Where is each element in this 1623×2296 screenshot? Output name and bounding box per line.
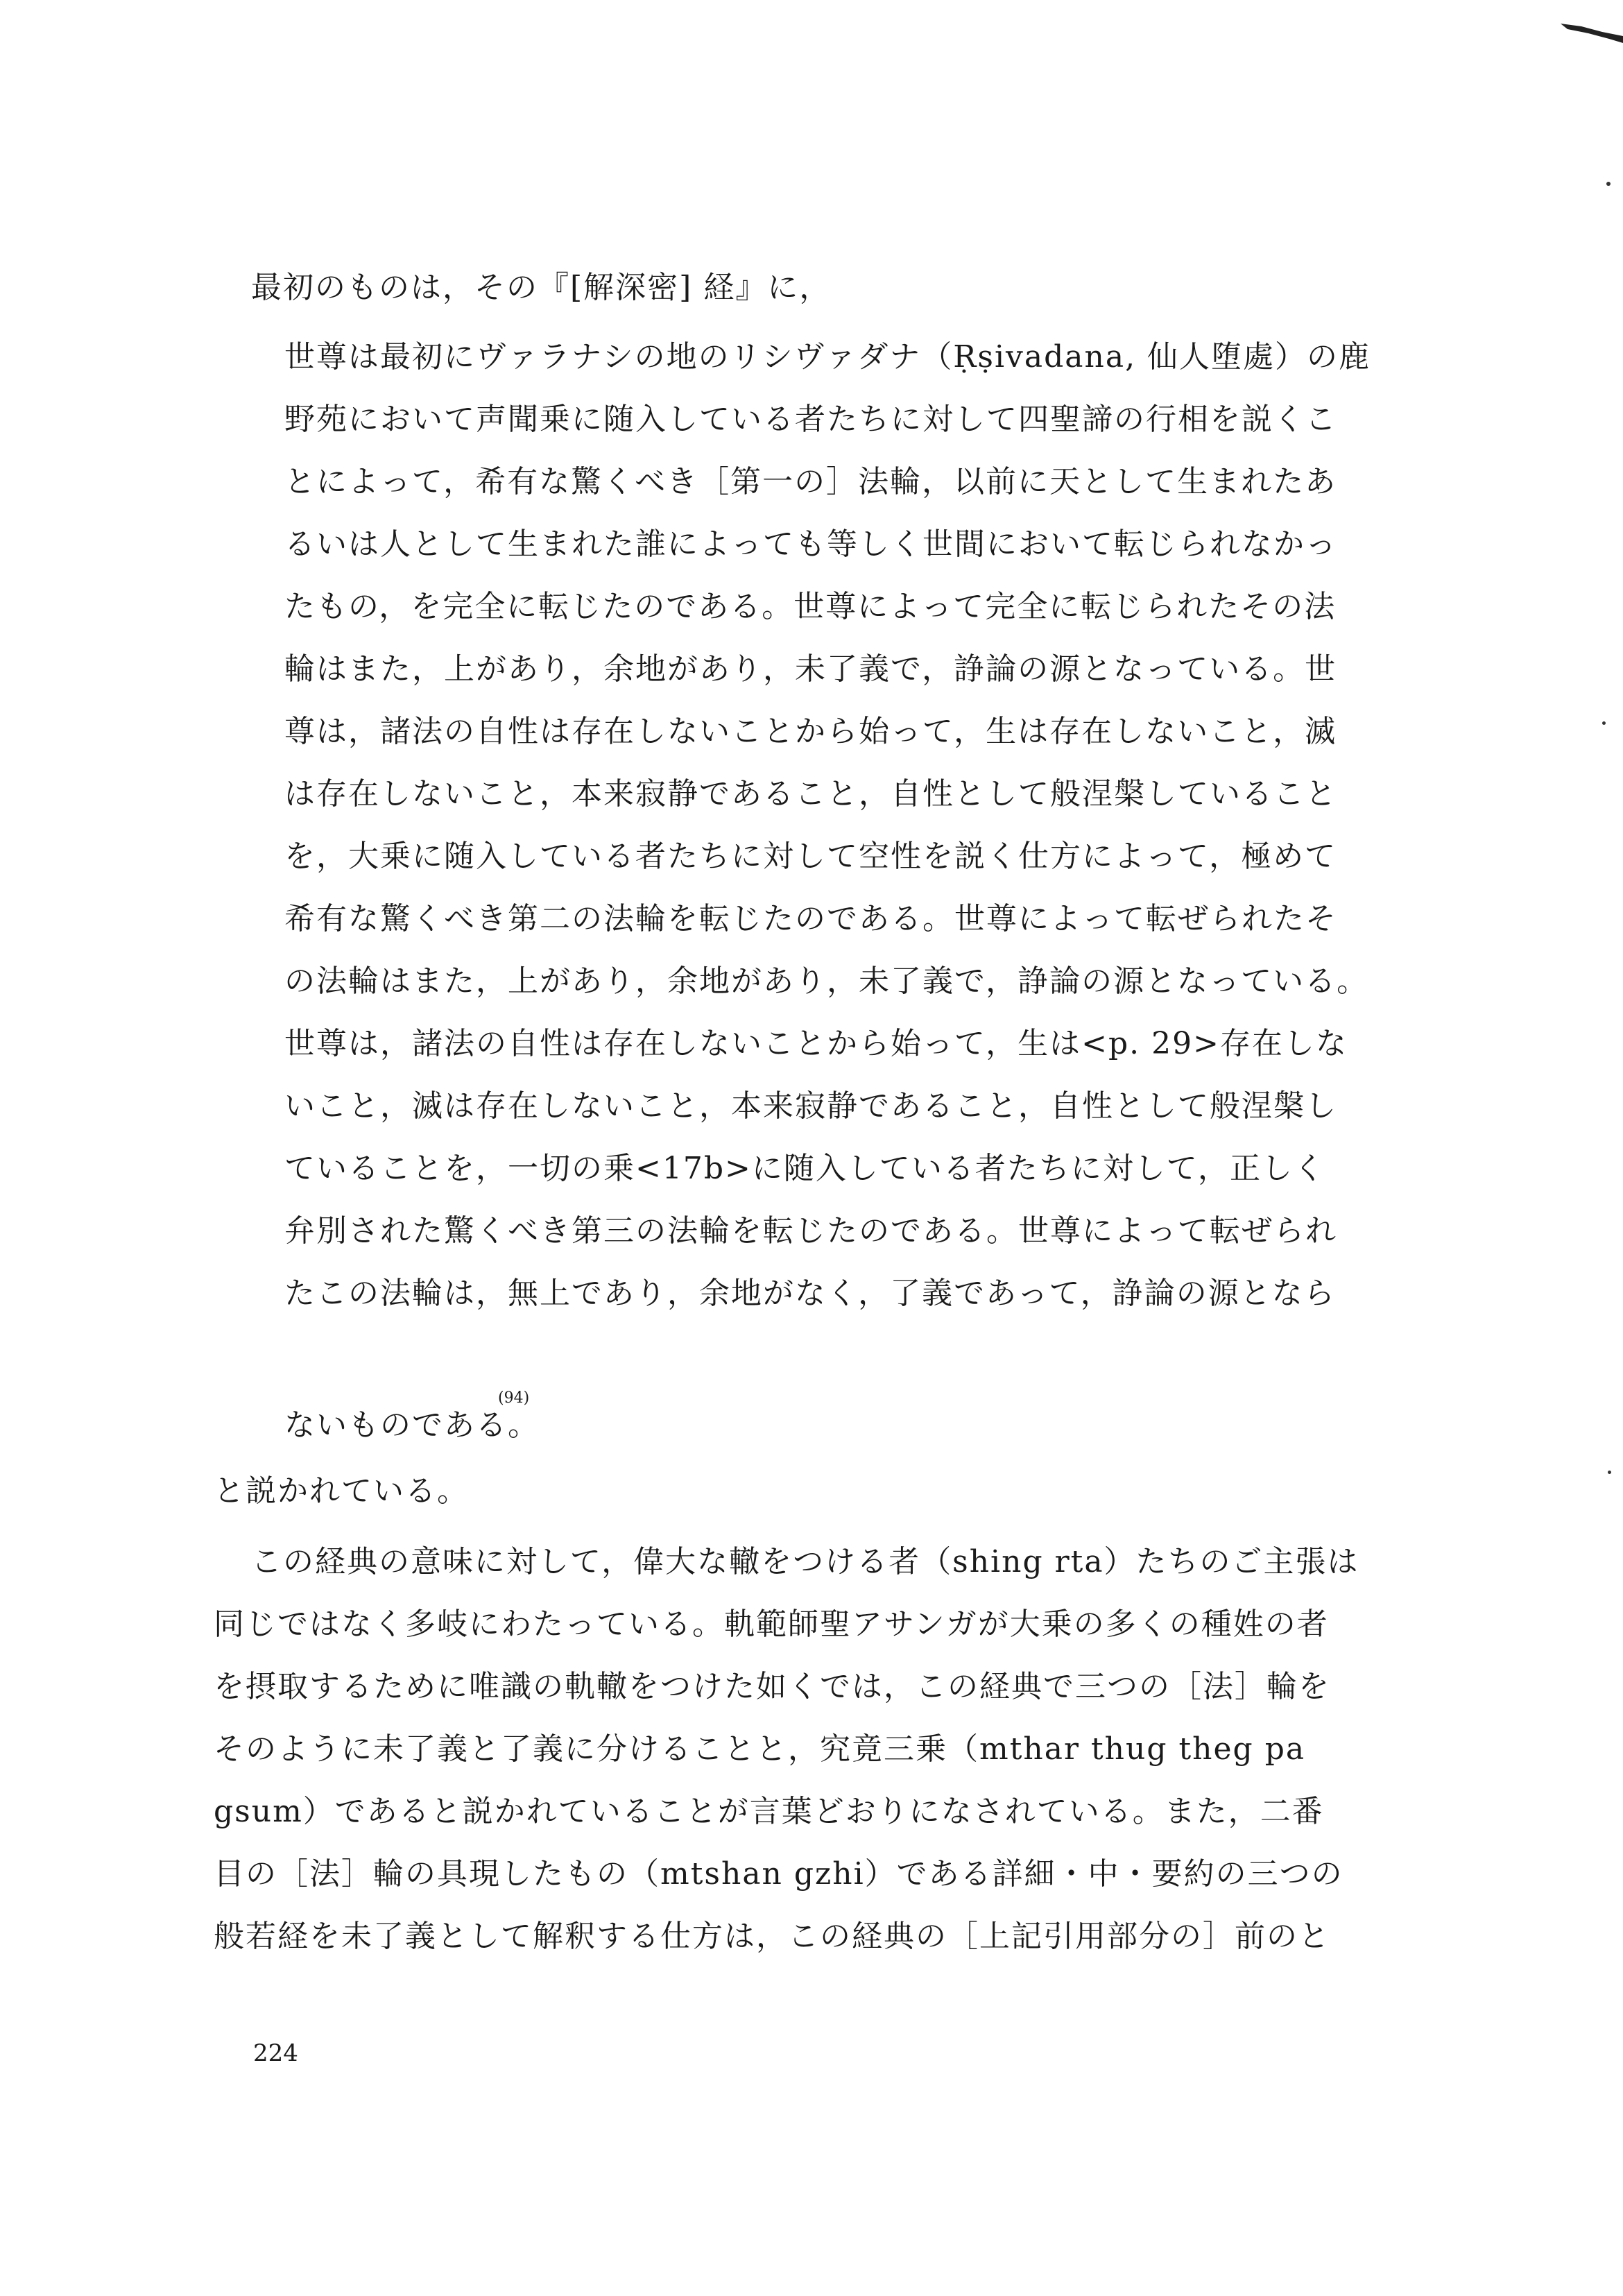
page-number: 224 xyxy=(253,2039,298,2067)
intro-line: 最初のものは，その『[解深密] 経』に， xyxy=(251,270,832,305)
quote-line: 野苑において声聞乗に随入している者たちに対して四聖諦の行相を説くこ xyxy=(284,402,1337,437)
scan-speck xyxy=(1606,182,1611,186)
quote-line: は存在しないこと，本来寂静であること，自性として般涅槃していること xyxy=(284,776,1337,812)
quote-line: ていることを，一切の乗<17b>に随入している者たちに対して，正しく xyxy=(284,1151,1326,1186)
quote-line: を，大乗に随入している者たちに対して空性を説く仕方によって，極めて xyxy=(284,839,1337,874)
after-quote-line: と説かれている。 xyxy=(214,1473,469,1509)
quote-line: 尊は，諸法の自性は存在しないことから始って，生は存在しないこと，滅 xyxy=(284,714,1337,749)
quote-line: の法輪はまた，上があり，余地があり，未了義で，諍論の源となっている。 xyxy=(284,963,1369,999)
quote-line: るいは人として生まれた誰によっても等しく世間において転じられなかっ xyxy=(284,526,1337,562)
footnote-marker: (94) xyxy=(498,1389,530,1407)
quote-line: いこと，滅は存在しないこと，本来寂静であること，自性として般涅槃し xyxy=(284,1088,1337,1124)
quote-line: ないものである。 xyxy=(284,1407,540,1443)
scan-speck xyxy=(1602,721,1606,725)
scan-speck xyxy=(1608,1471,1611,1474)
body-line: この経典の意味に対して，偉大な轍をつける者（shing rta）たちのご主張は xyxy=(251,1544,1359,1579)
body-line: 同じではなく多岐にわたっている。軌範師聖アサンガが大乗の多くの種姓の者 xyxy=(214,1607,1329,1642)
quote-line: 世尊は，諸法の自性は存在しないことから始って，生は<p. 29>存在しな xyxy=(284,1026,1348,1061)
body-line: gsum）であると説かれていることが言葉どおりになされている。また，二番 xyxy=(214,1794,1324,1829)
body-line: そのように未了義と了義に分けることと，究竟三乗（mthar thug theg pa xyxy=(214,1731,1306,1767)
scan-artifact xyxy=(1561,19,1623,47)
body-line: を摂取するために唯識の軌轍をつけた如くでは，この経典で三つの［法］輪を xyxy=(214,1669,1330,1704)
quote-line: 弁別された驚くべき第三の法輪を転じたのである。世尊によって転ぜられ xyxy=(284,1213,1337,1249)
quote-line: 希有な驚くべき第二の法輪を転じたのである。世尊によって転ぜられたそ xyxy=(284,901,1337,936)
quote-line: 世尊は最初にヴァラナシの地のリシヴァダナ（Ṛṣivadana, 仙人堕處）の鹿 xyxy=(284,339,1371,375)
quote-line: とによって，希有な驚くべき［第一の］法輪，以前に天として生まれたあ xyxy=(284,464,1337,499)
quote-line: たもの，を完全に転じたのである。世尊によって完全に転じられたその法 xyxy=(284,589,1337,624)
body-line: 般若経を未了義として解釈する仕方は，この経典の［上記引用部分の］前のと xyxy=(214,1919,1330,1954)
quote-line: たこの法輪は，無上であり，余地がなく，了義であって，諍論の源となら xyxy=(284,1276,1336,1311)
body-line: 目の［法］輪の具現したもの（mtshan gzhi）である詳細・中・要約の三つの xyxy=(214,1856,1343,1892)
quote-line: 輪はまた，上があり，余地があり，未了義で，諍論の源となっている。世 xyxy=(284,651,1337,687)
